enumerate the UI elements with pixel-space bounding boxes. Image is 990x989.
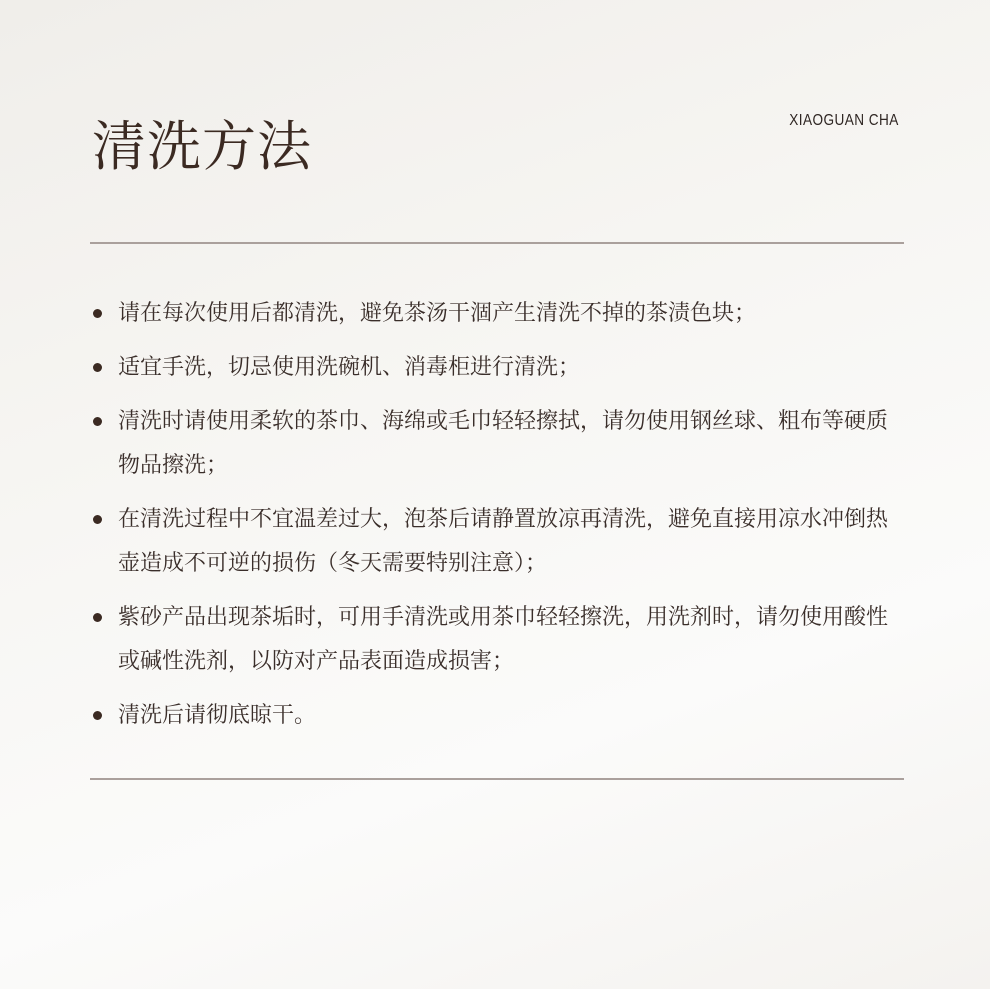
list-item [90,346,904,390]
list-item-text: 在清洗过程中不宜温差过大，泡茶后请静置放凉再清洗，避免直接用凉水冲倒热壶造成不可逆的损伤（冬天需要特别注意）； [118,507,889,576]
bullet-icon [93,363,102,372]
bullet-icon [93,515,102,524]
cleaning-instructions-list [90,292,910,748]
bullet-icon [93,613,102,622]
bullet-icon [93,711,102,720]
list-item [90,596,904,684]
list-item-text: 紫砂产品出现茶垢时，可用手清洗或用茶巾轻轻擦洗，用洗剂时，请勿使用酸性或碱性洗剂，以防对产品表面造成损害； [118,605,889,674]
list-item [90,694,904,738]
top-divider [90,242,904,244]
list-item-text: 清洗时请使用柔软的茶巾、海绵或毛巾轻轻擦拭，请勿使用钢丝球、粗布等硬质物品擦洗； [118,409,889,478]
brand-label: XIAOGUAN CHA [789,112,899,129]
list-item [90,292,904,336]
bullet-icon [93,309,102,318]
list-item [90,400,904,488]
list-item-text: 请在每次使用后都清洗，避免茶汤干涸产生清洗不掉的茶渍色块； [118,301,757,326]
bottom-divider [90,778,904,780]
list-item-text: 适宜手洗，切忌使用洗碗机、消毒柜进行清洗； [118,355,581,380]
list-item-text: 清洗后请彻底晾干。 [118,703,317,728]
bullet-icon [93,417,102,426]
list-item [90,498,904,586]
page-title: 清洗方法 [92,115,312,178]
